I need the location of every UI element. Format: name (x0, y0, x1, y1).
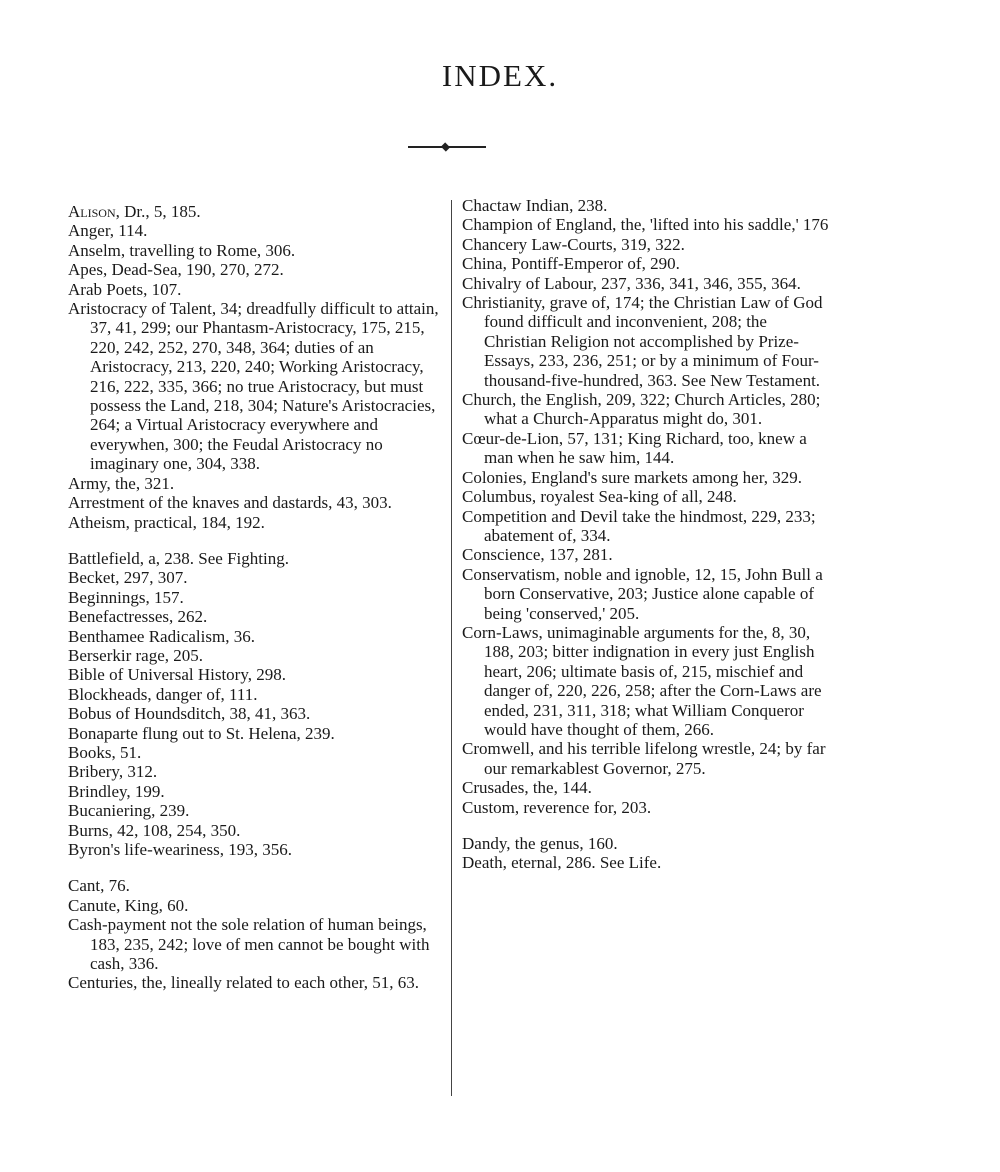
index-entry: Berserkir rage, 205. (68, 645, 204, 665)
section-gap (68, 532, 448, 549)
index-entry: Apes, Dead-Sea, 190, 270, 272. (68, 260, 284, 280)
index-entry: Beginnings, 157. (68, 587, 184, 607)
index-entry-segment: Alison (68, 202, 116, 221)
index-entry: Dandy, the genus, 160. (462, 834, 618, 853)
index-entry: Centuries, the, lineally related to each other, 51, 63. (68, 973, 420, 993)
index-entry: Christianity, grave of, 174; the Christian Law of God found difficult and inconvenient, 208; the Christian Religion not accomplished by Prize-Essays, 233, 236, 251; or by a minimum of Four-thousand-five-hundred, 363. See New Testament. (462, 293, 823, 390)
index-entry: Burns, 42, 108, 254, 350. (68, 820, 241, 840)
index-entry: Battlefield, a, 238. See Fighting. (68, 548, 289, 568)
index-entry: Canute, King, 60. (68, 895, 189, 915)
index-entry: Bible of Universal History, 298. (68, 665, 286, 685)
index-entry: Atheism, practical, 184, 192. (68, 512, 265, 532)
title-ornament-divider (408, 144, 486, 150)
index-entry: China, Pontiff-Emperor of, 290. (462, 254, 680, 274)
index-entry: Benefactresses, 262. (68, 607, 208, 627)
index-entry: Custom, reverence for, 203. (462, 797, 652, 817)
index-entry: Anger, 114. (68, 221, 148, 241)
index-entry: Champion of England, the, 'lifted into his saddle,' 176 (462, 215, 829, 235)
index-entry: Chactaw Indian, 238. (462, 196, 608, 215)
index-column-left (68, 202, 448, 993)
index-entry: Colonies, England's sure markets among her, 329. (462, 467, 802, 487)
index-entry: Crusades, the, 144. (462, 778, 592, 798)
index-entry (462, 565, 832, 623)
index-entry: Chancery Law-Courts, 319, 322. (462, 234, 685, 254)
index-entry: Competition and Devil take the hindmost, 229, 233; abatement of, 334. (462, 506, 816, 545)
index-entry: Chivalry of Labour, 237, 336, 341, 346, 355, 364. (462, 273, 801, 293)
index-column-right (462, 196, 832, 873)
index-entry: Cash-payment not the sole relation of human beings, 183, 235, 242; love of men cannot be bought with cash, 336. (68, 915, 430, 974)
index-entry: Church, the English, 209, 322; Church Articles, 280; what a Church-Apparatus might do, 301. (462, 390, 821, 429)
section-gap (68, 859, 448, 876)
index-entry-segment: of being 'conserved,' 205. (484, 584, 814, 623)
index-entry: Conscience, 137, 281. (462, 545, 613, 565)
index-entry: Bucaniering, 239. (68, 801, 190, 821)
index-entry: Bonaparte flung out to St. Helena, 239. (68, 723, 335, 743)
index-entry: Cœur-de-Lion, 57, 131; King Richard, too, knew a man when he saw him, 144. (462, 428, 807, 468)
index-entry (68, 202, 448, 221)
index-entry: Becket, 297, 307. (68, 568, 188, 588)
index-entry: Cromwell, and his terrible lifelong wrestle, 24; by far our remarkablest Governor, 275. (462, 739, 826, 778)
index-entry: Arrestment of the knaves and dastards, 43, 303. (68, 493, 392, 513)
index-entry: Aristocracy of Talent, 34; dreadfully difficult to attain, 37, 41, 299; our Phantasm-Aristocracy, 175, 215, 220, 242, 252, 270, 348, 364; duties of an Aristocracy, 213, 220, 240; Working Aristocracy, 216, 222, 335, 366; no true Aristocracy, but must possess the Land, 218, 304; Nature's Aristocracies, 264; a Virtual Aristocracy everywhere and everywhen, 300; the Feudal Aristocracy no imaginary one, 304, 338. (68, 299, 439, 474)
index-entry: Benthamee Radicalism, 36. (68, 626, 255, 646)
index-entry: Columbus, royalest Sea-king of all, 248. (462, 487, 737, 507)
index-entry: Death, eternal, 286. See Life. (462, 853, 662, 873)
index-entry: Arab Poets, 107. (68, 279, 182, 299)
index-entry: Books, 51. (68, 742, 142, 762)
index-entry-segment: capable (743, 584, 796, 604)
index-entry-segment: , Dr., 5, 185. (115, 202, 201, 221)
column-rule (451, 200, 452, 1096)
index-entry: Byron's life-weariness, 193, 356. (68, 840, 293, 859)
index-entry: Bribery, 312. (68, 762, 158, 782)
section-gap (462, 817, 832, 834)
index-entry: Brindley, 199. (68, 781, 165, 801)
index-entry-segment: Conservatism, noble and ignoble, 12, 15, John Bull a born Conservative, 203; Justice alone (462, 564, 823, 604)
index-entry: Cant, 76. (68, 876, 130, 896)
index-entry: Bobus of Houndsditch, 38, 41, 363. (68, 704, 311, 724)
index-entry: Army, the, 321. (68, 473, 175, 493)
index-entry: Blockheads, danger of, 111. (68, 684, 258, 704)
page-title: INDEX. (441, 58, 559, 93)
index-entry: Corn-Laws, unimaginable arguments for the, 8, 30, 188, 203; bitter indignation in every just English heart, 206; ultimate basis of, 215, mischief and danger of, 220, 226, 258; after the Corn-Laws are ended, 231, 311, 318; what William Conqueror would have thought of them, 266. (462, 622, 822, 739)
index-entry: Anselm, travelling to Rome, 306. (68, 240, 296, 260)
